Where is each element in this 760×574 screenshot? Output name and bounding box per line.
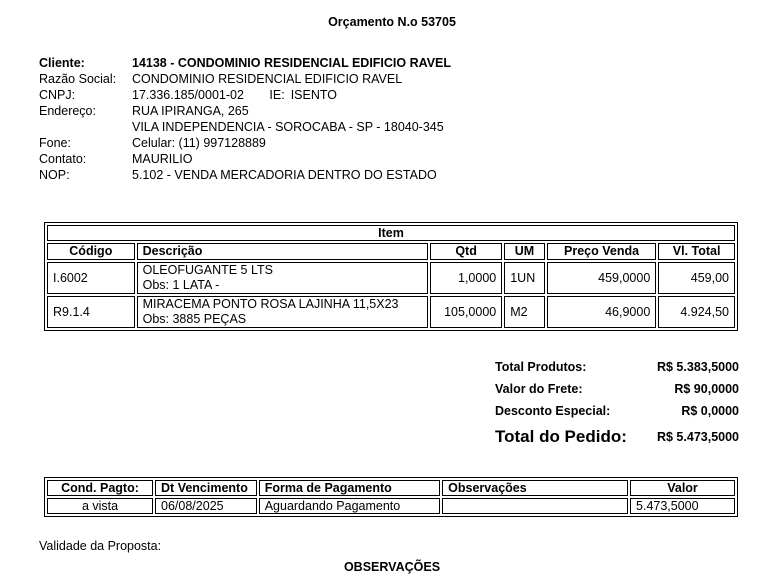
contato-label: Contato:	[39, 152, 87, 166]
desconto-especial	[495, 400, 739, 422]
header-valor: Valor	[630, 480, 735, 496]
payment-table-header	[47, 480, 735, 496]
header-forma-pagamento: Forma de Pagamento	[259, 480, 440, 496]
total-produtos-value: R$ 5.383,5000	[656, 360, 739, 374]
item-descricao	[137, 262, 428, 294]
endereco-row-2	[39, 119, 451, 135]
totals-block	[495, 356, 739, 450]
header-qtd: Qtd	[430, 243, 502, 260]
total-produtos-label: Total Produtos:	[495, 360, 587, 374]
observacoes-title: OBSERVAÇÕES	[343, 560, 441, 574]
pay-cond: a vista	[47, 498, 153, 514]
header-preco: Preço Venda	[547, 243, 657, 260]
header-um: UM	[504, 243, 545, 260]
item-total: 459,00	[658, 262, 735, 294]
item-descricao-text: OLEOFUGANTE 5 LTS	[142, 263, 273, 277]
fone-value: Celular: (11) 997128889	[132, 136, 266, 150]
item-preco: 46,9000	[547, 296, 657, 328]
pay-vencimento: 06/08/2025	[155, 498, 257, 514]
valor-frete-value: R$ 90,0000	[674, 382, 739, 396]
razao-value: CONDOMINIO RESIDENCIAL EDIFICIO RAVEL	[132, 72, 403, 86]
endereco-line2: VILA INDEPENDENCIA - SOROCABA - SP - 18040-345	[132, 120, 444, 134]
header-vencimento: Dt Vencimento	[155, 480, 257, 496]
total-pedido	[495, 422, 739, 450]
razao-row	[39, 71, 451, 87]
desconto-value: R$ 0,0000	[681, 404, 739, 418]
total-pedido-label: Total do Pedido:	[495, 427, 627, 446]
fone-row	[39, 135, 451, 151]
fone-label: Fone:	[39, 136, 71, 150]
pay-obs	[442, 498, 628, 514]
valor-frete	[495, 378, 739, 400]
item-codigo: I.6002	[47, 262, 135, 294]
nop-row	[39, 167, 451, 183]
item-preco: 459,0000	[547, 262, 657, 294]
document-title: Orçamento N.o 53705	[328, 15, 456, 29]
client-row	[39, 55, 451, 71]
item-um: 1UN	[504, 262, 545, 294]
item-qtd: 105,0000	[430, 296, 502, 328]
client-label: Cliente:	[39, 56, 85, 70]
ie-label: IE:	[269, 88, 285, 102]
item-um: M2	[504, 296, 545, 328]
cnpj-label: CNPJ:	[39, 88, 76, 102]
items-table	[44, 222, 738, 331]
header-observacoes: Observações	[442, 480, 628, 496]
contato-row	[39, 151, 451, 167]
header-codigo: Código	[47, 243, 135, 260]
ie-field	[269, 87, 337, 103]
header-descricao: Descrição	[137, 243, 428, 260]
cnpj-value: 17.336.185/0001-02	[132, 88, 244, 102]
item-descricao-text: MIRACEMA PONTO ROSA LAJINHA 11,5X23	[142, 297, 399, 311]
item-obs: Obs: 1 LATA -	[142, 278, 220, 292]
endereco-row	[39, 103, 451, 119]
header-total: Vl. Total	[658, 243, 735, 260]
item-descricao	[137, 296, 428, 328]
item-qtd: 1,0000	[430, 262, 502, 294]
ie-value: ISENTO	[290, 88, 338, 102]
table-row	[47, 262, 735, 294]
endereco-label: Endereço:	[39, 104, 96, 118]
razao-label: Razão Social:	[39, 72, 117, 86]
item-codigo: R9.1.4	[47, 296, 135, 328]
cnpj-row	[39, 87, 451, 103]
items-table-header	[47, 243, 735, 260]
pay-forma: Aguardando Pagamento	[259, 498, 440, 514]
desconto-label: Desconto Especial:	[495, 404, 611, 418]
table-row	[47, 498, 735, 514]
client-info	[39, 55, 451, 183]
valor-frete-label: Valor do Frete:	[495, 382, 583, 396]
item-total: 4.924,50	[658, 296, 735, 328]
client-value: 14138 - CONDOMINIO RESIDENCIAL EDIFICIO RAVEL	[132, 56, 452, 70]
nop-value: 5.102 - VENDA MERCADORIA DENTRO DO ESTADO	[132, 168, 437, 182]
table-row	[47, 296, 735, 328]
nop-label: NOP:	[39, 168, 70, 182]
pay-valor: 5.473,5000	[630, 498, 735, 514]
validade-label: Validade da Proposta:	[39, 539, 162, 553]
total-pedido-value: R$ 5.473,5000	[656, 430, 739, 444]
endereco-line1: RUA IPIRANGA, 265	[132, 104, 249, 118]
items-table-caption: Item	[47, 225, 735, 241]
total-produtos	[495, 356, 739, 378]
item-obs: Obs: 3885 PEÇAS	[142, 312, 247, 326]
header-cond-pagto: Cond. Pagto:	[47, 480, 153, 496]
payment-table	[44, 477, 738, 517]
contato-value: MAURILIO	[132, 152, 193, 166]
